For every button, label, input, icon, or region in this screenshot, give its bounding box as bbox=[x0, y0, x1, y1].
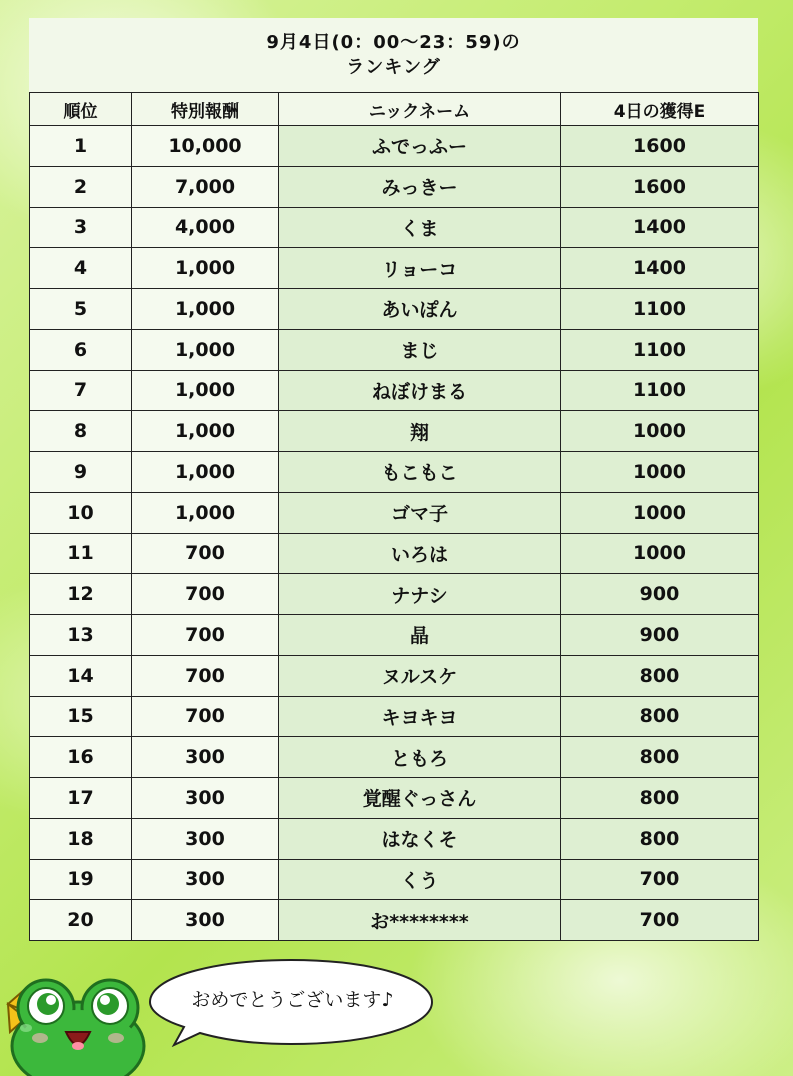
cell-score: 800 bbox=[561, 655, 759, 696]
cell-rank: 13 bbox=[30, 615, 132, 656]
cell-score: 700 bbox=[561, 900, 759, 941]
cell-rank: 17 bbox=[30, 778, 132, 819]
cell-score: 1100 bbox=[561, 370, 759, 411]
cell-nickname: ナナシ bbox=[279, 574, 561, 615]
cell-nickname: くう bbox=[279, 859, 561, 900]
title-line-1: 9月4日(0：00～23：59)の bbox=[266, 32, 521, 53]
table-row bbox=[30, 370, 759, 411]
header-rank: 順位 bbox=[30, 93, 132, 126]
cell-nickname: あいぽん bbox=[279, 289, 561, 330]
cell-bonus: 700 bbox=[132, 696, 279, 737]
cell-rank: 1 bbox=[30, 126, 132, 167]
cell-bonus: 1,000 bbox=[132, 411, 279, 452]
cell-score: 800 bbox=[561, 818, 759, 859]
table-row bbox=[30, 900, 759, 941]
cell-rank: 12 bbox=[30, 574, 132, 615]
cell-score: 1100 bbox=[561, 289, 759, 330]
cell-nickname: まじ bbox=[279, 329, 561, 370]
cell-rank: 8 bbox=[30, 411, 132, 452]
table-row bbox=[30, 411, 759, 452]
cell-bonus: 300 bbox=[132, 737, 279, 778]
cell-rank: 18 bbox=[30, 818, 132, 859]
cell-nickname: 晶 bbox=[279, 615, 561, 656]
table-row bbox=[30, 329, 759, 370]
table-row bbox=[30, 492, 759, 533]
cell-score: 1400 bbox=[561, 207, 759, 248]
cell-bonus: 700 bbox=[132, 574, 279, 615]
table-row bbox=[30, 859, 759, 900]
cell-bonus: 1,000 bbox=[132, 370, 279, 411]
table-row bbox=[30, 615, 759, 656]
title-line-2: ランキング bbox=[346, 57, 441, 78]
cell-bonus: 1,000 bbox=[132, 452, 279, 493]
table-row bbox=[30, 207, 759, 248]
cell-rank: 15 bbox=[30, 696, 132, 737]
table-row bbox=[30, 533, 759, 574]
congratulations-message: おめでとうございます♪ bbox=[191, 989, 394, 1011]
cell-nickname: もこもこ bbox=[279, 452, 561, 493]
cell-bonus: 7,000 bbox=[132, 166, 279, 207]
cell-score: 1000 bbox=[561, 411, 759, 452]
frog-mascot-icon bbox=[6, 968, 156, 1076]
cell-nickname: くま bbox=[279, 207, 561, 248]
cell-score: 1000 bbox=[561, 492, 759, 533]
cell-score: 900 bbox=[561, 615, 759, 656]
cell-nickname: お******** bbox=[279, 900, 561, 941]
cell-bonus: 1,000 bbox=[132, 248, 279, 289]
cell-rank: 16 bbox=[30, 737, 132, 778]
cell-bonus: 4,000 bbox=[132, 207, 279, 248]
cell-bonus: 300 bbox=[132, 900, 279, 941]
table-row bbox=[30, 452, 759, 493]
cell-score: 800 bbox=[561, 778, 759, 819]
cell-bonus: 10,000 bbox=[132, 126, 279, 167]
cell-rank: 6 bbox=[30, 329, 132, 370]
cell-score: 800 bbox=[561, 696, 759, 737]
cell-nickname: キヨキヨ bbox=[279, 696, 561, 737]
cell-bonus: 1,000 bbox=[132, 329, 279, 370]
cell-rank: 20 bbox=[30, 900, 132, 941]
header-bonus: 特別報酬 bbox=[132, 93, 279, 126]
cell-nickname: ともろ bbox=[279, 737, 561, 778]
cell-bonus: 1,000 bbox=[132, 289, 279, 330]
cell-nickname: ゴマ子 bbox=[279, 492, 561, 533]
table-row bbox=[30, 737, 759, 778]
table-row bbox=[30, 655, 759, 696]
table-row bbox=[30, 248, 759, 289]
cell-rank: 4 bbox=[30, 248, 132, 289]
table-row bbox=[30, 818, 759, 859]
header-nickname: ニックネーム bbox=[279, 93, 561, 126]
cell-score: 1600 bbox=[561, 126, 759, 167]
cell-score: 1000 bbox=[561, 533, 759, 574]
table-row bbox=[30, 778, 759, 819]
cell-nickname: 翔 bbox=[279, 411, 561, 452]
cell-rank: 7 bbox=[30, 370, 132, 411]
header-score: 4日の獲得E bbox=[561, 93, 759, 126]
cell-nickname: はなくそ bbox=[279, 818, 561, 859]
cell-nickname: ふでっふー bbox=[279, 126, 561, 167]
page-title bbox=[29, 30, 758, 80]
cell-score: 700 bbox=[561, 859, 759, 900]
cell-nickname: リョーコ bbox=[279, 248, 561, 289]
cell-bonus: 300 bbox=[132, 818, 279, 859]
table-row bbox=[30, 289, 759, 330]
cell-nickname: いろは bbox=[279, 533, 561, 574]
table-row bbox=[30, 166, 759, 207]
cell-rank: 10 bbox=[30, 492, 132, 533]
cell-rank: 9 bbox=[30, 452, 132, 493]
cell-bonus: 300 bbox=[132, 778, 279, 819]
cell-score: 1600 bbox=[561, 166, 759, 207]
cell-bonus: 1,000 bbox=[132, 492, 279, 533]
cell-score: 800 bbox=[561, 737, 759, 778]
cell-bonus: 300 bbox=[132, 859, 279, 900]
cell-rank: 11 bbox=[30, 533, 132, 574]
table-row bbox=[30, 696, 759, 737]
cell-score: 900 bbox=[561, 574, 759, 615]
cell-rank: 14 bbox=[30, 655, 132, 696]
cell-score: 1400 bbox=[561, 248, 759, 289]
cell-nickname: ヌルスケ bbox=[279, 655, 561, 696]
table-header-row bbox=[30, 93, 759, 126]
ranking-table bbox=[29, 92, 759, 941]
cell-bonus: 700 bbox=[132, 655, 279, 696]
cell-bonus: 700 bbox=[132, 533, 279, 574]
cell-rank: 2 bbox=[30, 166, 132, 207]
cell-score: 1000 bbox=[561, 452, 759, 493]
cell-bonus: 700 bbox=[132, 615, 279, 656]
table-row bbox=[30, 126, 759, 167]
ranking-table-body bbox=[30, 126, 759, 941]
cell-nickname: 覚醒ぐっさん bbox=[279, 778, 561, 819]
table-row bbox=[30, 574, 759, 615]
cell-rank: 5 bbox=[30, 289, 132, 330]
cell-rank: 3 bbox=[30, 207, 132, 248]
cell-score: 1100 bbox=[561, 329, 759, 370]
cell-nickname: ねぼけまる bbox=[279, 370, 561, 411]
cell-rank: 19 bbox=[30, 859, 132, 900]
cell-nickname: みっきー bbox=[279, 166, 561, 207]
